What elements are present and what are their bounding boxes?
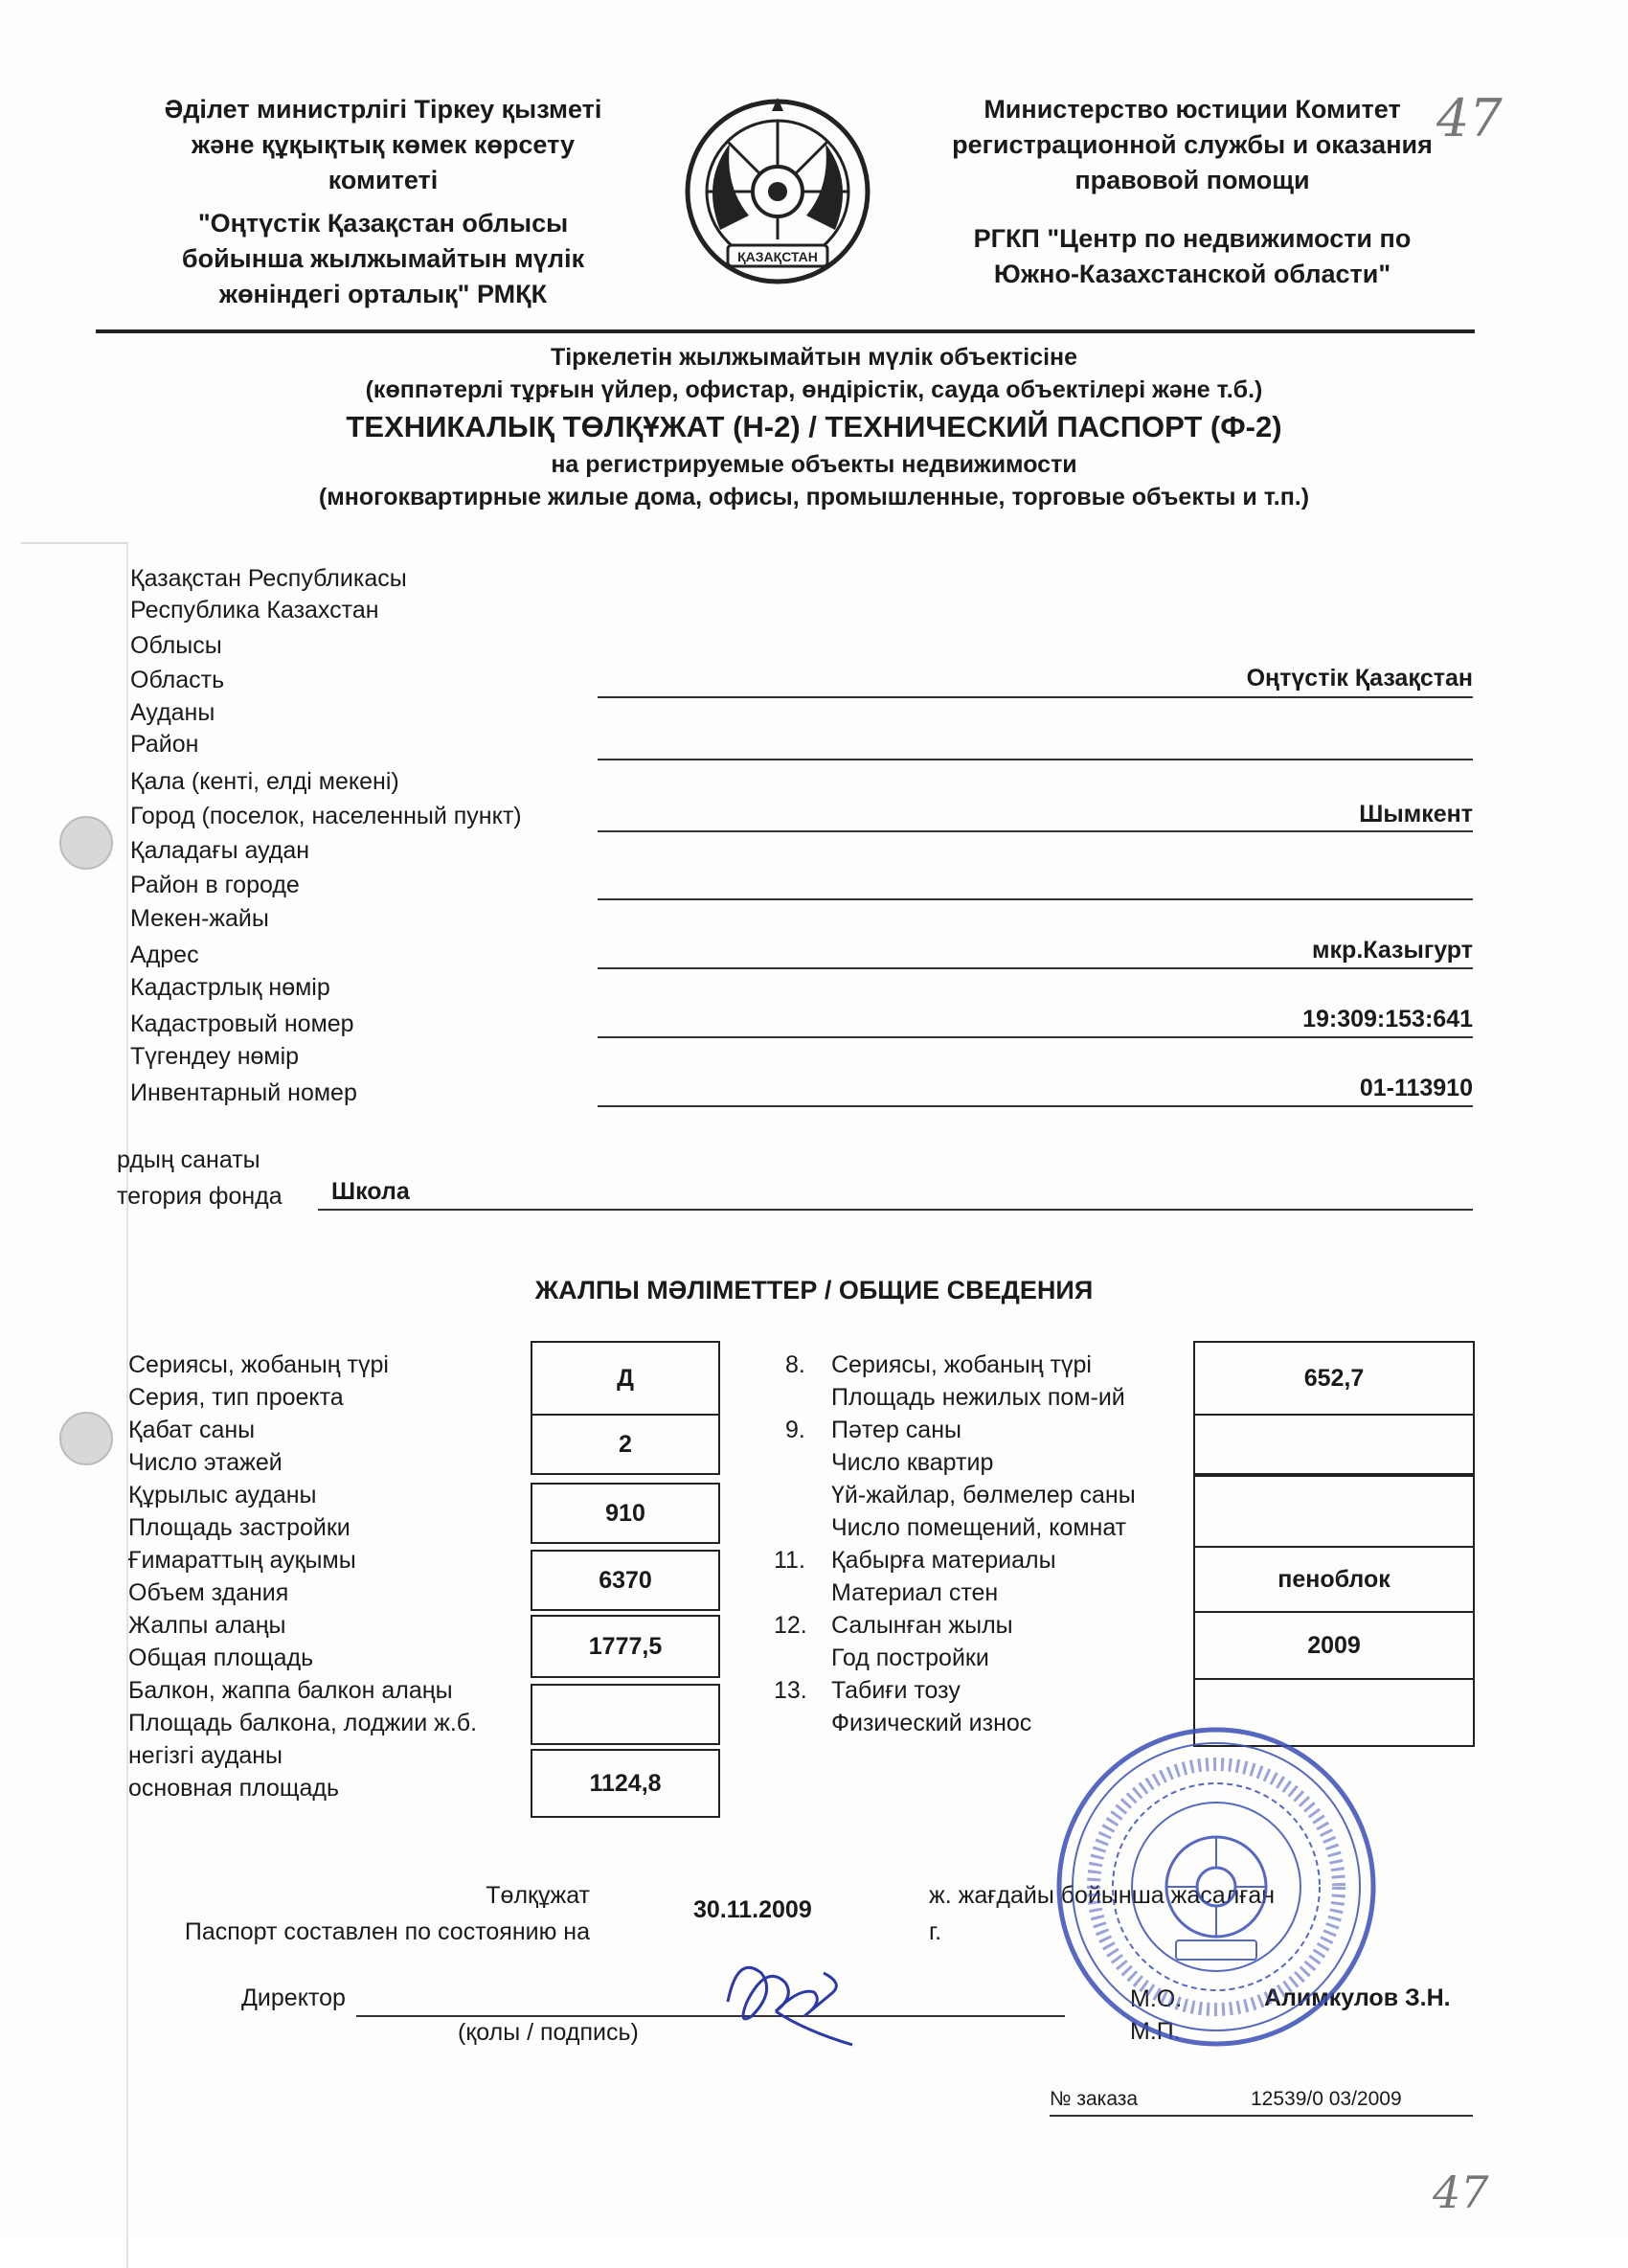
inventory-line bbox=[598, 1105, 1473, 1107]
row-number: 12. bbox=[774, 1612, 807, 1639]
header-left-line: "Оңтүстік Қазақстан облысы bbox=[197, 209, 569, 238]
floors-ru: Число этажей bbox=[128, 1449, 283, 1476]
document-title: ТЕХНИКАЛЫҚ ТӨЛҚҰЖАТ (Н-2) / ТЕХНИЧЕСКИЙ ПАСПОРТ (Ф-2) bbox=[346, 410, 1282, 443]
emblem-text: ҚАЗАҚСТАН bbox=[737, 249, 818, 264]
cadastral-ru: Кадастровый номер bbox=[130, 1010, 354, 1037]
director-signature bbox=[709, 1935, 871, 2050]
address-line bbox=[598, 967, 1473, 969]
total-area-kz: Жалпы алаңы bbox=[128, 1612, 286, 1639]
building-area-kz: Құрылыс ауданы bbox=[128, 1482, 317, 1508]
city-value: Шымкент bbox=[1359, 801, 1473, 828]
cadastral-value: 19:309:153:641 bbox=[1302, 1006, 1473, 1032]
header-left-line: жөніндегі орталық" РМҚК bbox=[218, 280, 548, 308]
address-kz: Мекен-жайы bbox=[130, 905, 269, 932]
main-area-value: 1124,8 bbox=[531, 1749, 720, 1818]
cadastral-line bbox=[598, 1036, 1473, 1038]
nonresidential-area-value: 652,7 bbox=[1193, 1341, 1475, 1416]
series-kz: Сериясы, жобаның түрі bbox=[128, 1351, 389, 1378]
director-label: Директор bbox=[241, 1984, 346, 2011]
punch-hole bbox=[59, 816, 113, 870]
cadastral-label bbox=[130, 969, 354, 1042]
header-left-line: және құқықтық көмек көрсету bbox=[192, 130, 575, 159]
district-kz: Ауданы bbox=[130, 699, 215, 726]
header-divider bbox=[96, 329, 1475, 333]
city-district-ru: Район в городе bbox=[130, 872, 300, 898]
rooms-value bbox=[1193, 1475, 1475, 1548]
passport-date-ru: Паспорт составлен по состоянию на bbox=[184, 1918, 590, 1945]
city-district-label bbox=[130, 833, 309, 902]
address-label bbox=[130, 900, 269, 973]
fund-category-kz: рдың санаты bbox=[117, 1146, 260, 1173]
title-line-kz: Тіркелетін жылжымайтын мүлік объектісіне bbox=[550, 344, 1078, 371]
balcony-area-ru: Площадь балкона, лоджии ж.б. bbox=[128, 1710, 478, 1736]
floors-kz: Қабат саны bbox=[128, 1417, 256, 1443]
balcony-area-kz: Балкон, жаппа балкон алаңы bbox=[128, 1677, 453, 1704]
region-ru: Область bbox=[130, 667, 225, 693]
general-right-labels bbox=[774, 1349, 1136, 1739]
country-ru: Республика Казахстан bbox=[130, 597, 379, 624]
nonresidential-area-ru: Площадь нежилых пом-ий bbox=[831, 1384, 1125, 1411]
series-value: Д bbox=[531, 1341, 720, 1416]
state-ru: г. bbox=[929, 1918, 942, 1945]
header-right-line: Министерство юстиции Комитет bbox=[984, 95, 1401, 124]
wear-kz: Табиғи тозу bbox=[831, 1677, 961, 1704]
volume-kz: Ғимараттың ауқымы bbox=[128, 1547, 356, 1574]
region-value: Оңтүстік Қазақстан bbox=[1246, 665, 1473, 692]
total-area-value: 1777,5 bbox=[531, 1615, 720, 1678]
volume-value: 6370 bbox=[531, 1550, 720, 1611]
region-kz: Облысы bbox=[130, 632, 222, 659]
row-number: 8. bbox=[785, 1351, 805, 1378]
director-name: Алимкулов З.Н. bbox=[1264, 1984, 1451, 2011]
city-line bbox=[598, 830, 1473, 832]
wall-material-kz: Қабырға материалы bbox=[831, 1547, 1056, 1574]
title-line-ru: на регистрируемые объекты недвижимости bbox=[551, 451, 1077, 478]
city-district-line bbox=[598, 898, 1473, 900]
header-left-line: Әділет министрлігі Тіркеу қызметі bbox=[164, 95, 602, 124]
rooms-ru: Число помещений, комнат bbox=[831, 1514, 1127, 1541]
district-line bbox=[598, 759, 1473, 760]
header-right-line: РГКП "Центр по недвижимости по bbox=[973, 224, 1412, 253]
state-kz: ж. жағдайы бойынша жасалған bbox=[929, 1882, 1276, 1909]
wall-material-ru: Материал стен bbox=[831, 1579, 999, 1606]
inventory-kz: Түгендеу нөмір bbox=[130, 1043, 300, 1070]
city-label bbox=[130, 764, 522, 833]
header-left-line: комитеті bbox=[328, 166, 439, 194]
wall-material-value: пеноблок bbox=[1193, 1546, 1475, 1613]
main-area-ru: основная площадь bbox=[128, 1775, 339, 1802]
country-label bbox=[130, 563, 407, 626]
rooms-kz: Үй-жайлар, бөлмелер саны bbox=[831, 1482, 1136, 1508]
build-year-ru: Год постройки bbox=[831, 1644, 989, 1671]
total-area-ru: Общая площадь bbox=[128, 1644, 314, 1671]
volume-ru: Объем здания bbox=[128, 1579, 289, 1606]
fund-category-ru: тегория фонда bbox=[117, 1183, 283, 1210]
wear-ru: Физический износ bbox=[831, 1710, 1032, 1736]
address-value: мкр.Казыгурт bbox=[1312, 937, 1473, 964]
district-ru: Район bbox=[130, 731, 199, 758]
passport-date-value: 30.11.2009 bbox=[693, 1896, 812, 1923]
header-left bbox=[115, 92, 651, 312]
title-subline-kz: (көппәтерлі тұрғын үйлер, офистар, өндірістік, сауда объектілері және т.б.) bbox=[365, 376, 1263, 403]
general-info-heading: ЖАЛПЫ МӘЛІМЕТТЕР / ОБЩИЕ СВЕДЕНИЯ bbox=[534, 1276, 1094, 1304]
row-number: 13. bbox=[774, 1677, 807, 1704]
building-area-value: 910 bbox=[531, 1483, 720, 1544]
building-area-ru: Площадь застройки bbox=[128, 1514, 350, 1541]
order-label: № заказа bbox=[1050, 2088, 1139, 2110]
punch-hole bbox=[59, 1412, 113, 1465]
series-type-kz: Сериясы, жобаның түрі bbox=[831, 1351, 1092, 1378]
inventory-ru: Инвентарный номер bbox=[130, 1079, 357, 1106]
title-block bbox=[0, 341, 1628, 513]
page-fold-edge bbox=[21, 542, 128, 2268]
row-number: 11. bbox=[774, 1547, 805, 1574]
passport-date-label bbox=[140, 1877, 590, 1950]
main-area-kz: негізгі ауданы bbox=[128, 1742, 283, 1769]
apartments-kz: Пәтер саны bbox=[831, 1417, 961, 1443]
header-left-line: бойынша жылжымайтын мүлік bbox=[181, 244, 585, 273]
country-kz: Қазақстан Республикасы bbox=[130, 565, 407, 592]
handwritten-page-number: 47 bbox=[1436, 88, 1503, 148]
district-label bbox=[130, 697, 215, 760]
inventory-label bbox=[130, 1038, 357, 1111]
fund-category-value: Школа bbox=[331, 1178, 410, 1205]
signature-caption: (қолы / подпись) bbox=[458, 2019, 639, 2046]
state-emblem bbox=[682, 96, 873, 287]
seal-place-kz: М.О. bbox=[1130, 1985, 1183, 2012]
city-district-kz: Қаладағы аудан bbox=[130, 837, 310, 864]
order-value: 12539/0 03/2009 bbox=[1251, 2088, 1402, 2110]
fund-category-line bbox=[318, 1209, 1473, 1211]
apartments-value bbox=[1193, 1414, 1475, 1475]
header-right bbox=[910, 92, 1475, 292]
order-line bbox=[1050, 2115, 1473, 2117]
city-ru: Город (поселок, населенный пункт) bbox=[130, 803, 522, 829]
header-right-line: Южно-Казахстанской области" bbox=[993, 260, 1391, 288]
apartments-ru: Число квартир bbox=[831, 1449, 994, 1476]
passport-date-kz: Төлқұжат bbox=[486, 1882, 590, 1909]
build-year-kz: Салынған жылы bbox=[831, 1612, 1013, 1639]
balcony-area-value bbox=[531, 1684, 720, 1745]
build-year-value: 2009 bbox=[1193, 1611, 1475, 1680]
header-right-line: правовой помощи bbox=[1074, 166, 1310, 194]
row-number: 9. bbox=[785, 1417, 805, 1443]
region-label bbox=[130, 628, 224, 697]
handwritten-page-number-bottom: 47 bbox=[1433, 2166, 1489, 2218]
inventory-value: 01-113910 bbox=[1359, 1075, 1473, 1101]
city-kz: Қала (кенті, елді мекені) bbox=[130, 768, 399, 795]
floors-value: 2 bbox=[531, 1414, 720, 1475]
series-ru: Серия, тип проекта bbox=[128, 1384, 344, 1411]
header-right-line: регистрационной службы и оказания bbox=[952, 130, 1433, 159]
address-ru: Адрес bbox=[130, 941, 199, 968]
general-left-labels bbox=[128, 1349, 477, 1804]
fund-category-label bbox=[117, 1142, 283, 1214]
seal-place-ru: М.П. bbox=[1130, 2018, 1181, 2045]
cadastral-kz: Кадастрлық нөмір bbox=[130, 974, 330, 1001]
official-stamp bbox=[1053, 1724, 1379, 2050]
region-line bbox=[598, 696, 1473, 698]
title-subline-ru: (многоквартирные жилые дома, офисы, промышленные, торговые объекты и т.п.) bbox=[318, 484, 1310, 510]
